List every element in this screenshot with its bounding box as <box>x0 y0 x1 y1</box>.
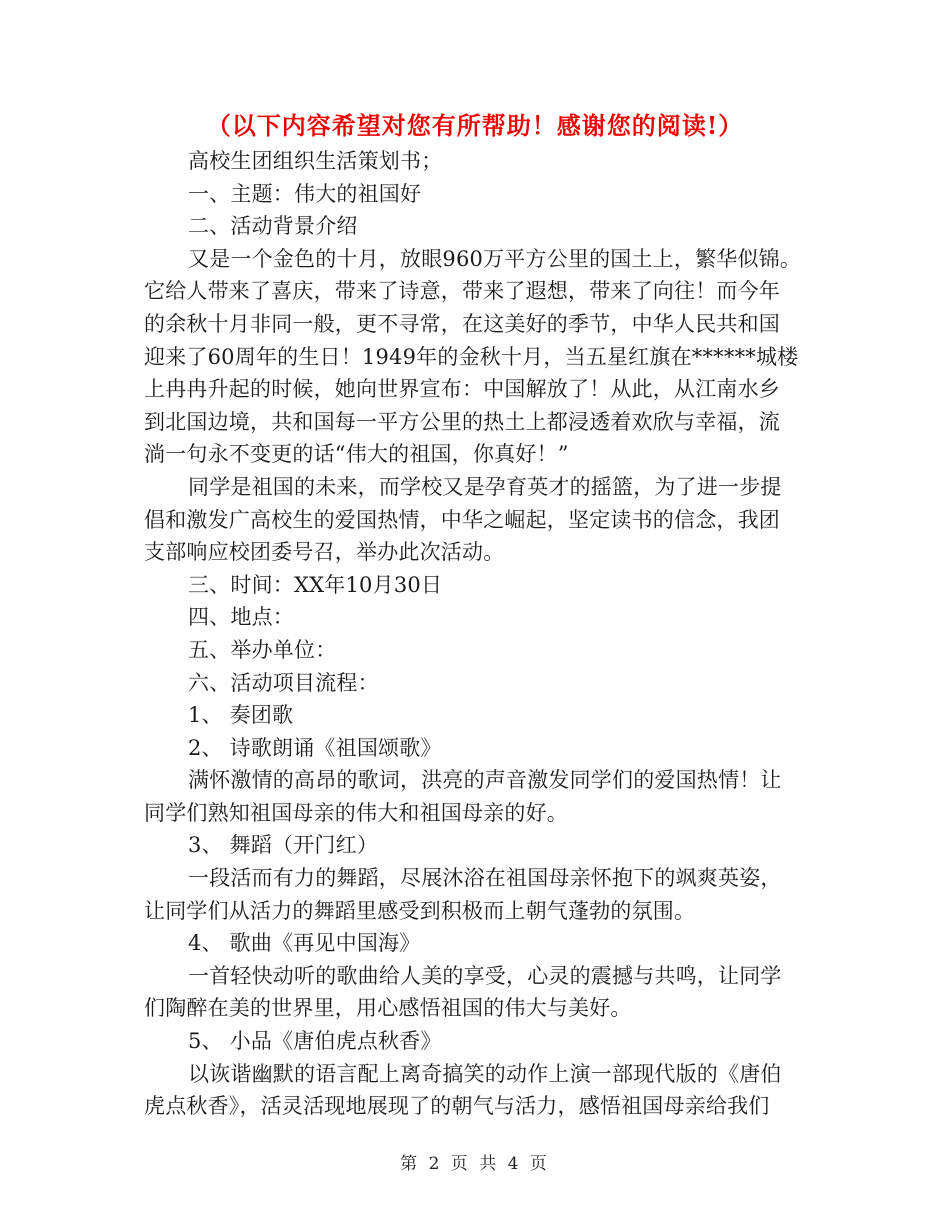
text-line: 同学们熟知祖国母亲的伟大和祖国母亲的好。 <box>144 800 568 825</box>
text-line: 2、 诗歌朗诵《祖国颂歌》 <box>188 735 442 760</box>
document-body <box>144 145 814 1123</box>
text-line: 一、主题：伟大的祖国好 <box>188 181 422 206</box>
text-line: 六、活动项目流程： <box>188 670 379 695</box>
text-line: 以诙谐幽默的语言配上离奇搞笑的动作上演一部现代版的《唐伯 <box>188 1061 782 1086</box>
text-line: 到北国边境，共和国每一平方公里的热土上都浸透着欢欣与幸福，流 <box>144 409 780 434</box>
text-line: 的余秋十月非同一般，更不寻常，在这美好的季节，中华人民共和国 <box>144 311 780 336</box>
text-line: 同学是祖国的未来，而学校又是孕育英才的摇篮，为了进一步提 <box>188 474 782 499</box>
text-line: 二、活动背景介绍 <box>188 214 358 239</box>
text-line: 四、地点： <box>188 605 294 630</box>
text-line: 五、举办单位： <box>188 637 337 662</box>
text-line: 5、 小品《唐伯虎点秋香》 <box>188 1029 442 1054</box>
page-footer: 第 2 页 共 4 页 <box>400 1154 550 1174</box>
text-line: 虎点秋香》，活灵活现地展现了的朝气与活力，感悟祖国母亲给我们 <box>144 1094 770 1119</box>
text-line: 1、 奏团歌 <box>188 703 294 728</box>
text-line: 满怀激情的高昂的歌词，洪亮的声音激发同学们的爱国热情！让 <box>188 768 782 793</box>
text-line: 淌一句永不变更的话“伟大的祖国，你真好！” <box>144 442 569 467</box>
header-note: （以下内容希望对您有所帮助！感谢您的阅读!） <box>206 111 744 140</box>
text-line: 三、时间：XX年10月30日 <box>188 572 443 597</box>
text-line: 3、 舞蹈（开门红） <box>188 833 379 858</box>
text-line: 一段活而有力的舞蹈，尽展沐浴在祖国母亲怀抱下的飒爽英姿， <box>188 866 782 891</box>
text-line: 又是一个金色的十月，放眼960万平方公里的国土上，繁华似锦。 <box>188 246 802 271</box>
text-line: 上冉冉升起的时候，她向世界宣布：中国解放了！从此，从江南水乡 <box>144 377 780 402</box>
text-line: 迎来了60周年的生日！1949年的金秋十月，当五星红旗在******城楼 <box>144 344 799 369</box>
text-line: 倡和激发广高校生的爱国热情，中华之崛起，坚定读书的信念，我团 <box>144 507 780 532</box>
text-line: 让同学们从活力的舞蹈里感受到积极而上朝气蓬勃的氛围。 <box>144 898 696 923</box>
text-line: 们陶醉在美的世界里，用心感悟祖国的伟大与美好。 <box>144 996 632 1021</box>
text-line: 一首轻快动听的歌曲给人美的享受，心灵的震撼与共鸣，让同学 <box>188 963 782 988</box>
text-line: 支部响应校团委号召，举办此次活动。 <box>144 540 505 565</box>
text-line: 高校生团组织生活策划书； <box>188 149 443 173</box>
text-line: 它给人带来了喜庆，带来了诗意，带来了遐想，带来了向往！而今年 <box>144 279 780 304</box>
text-line: 4、 歌曲《再见中国海》 <box>188 931 421 956</box>
